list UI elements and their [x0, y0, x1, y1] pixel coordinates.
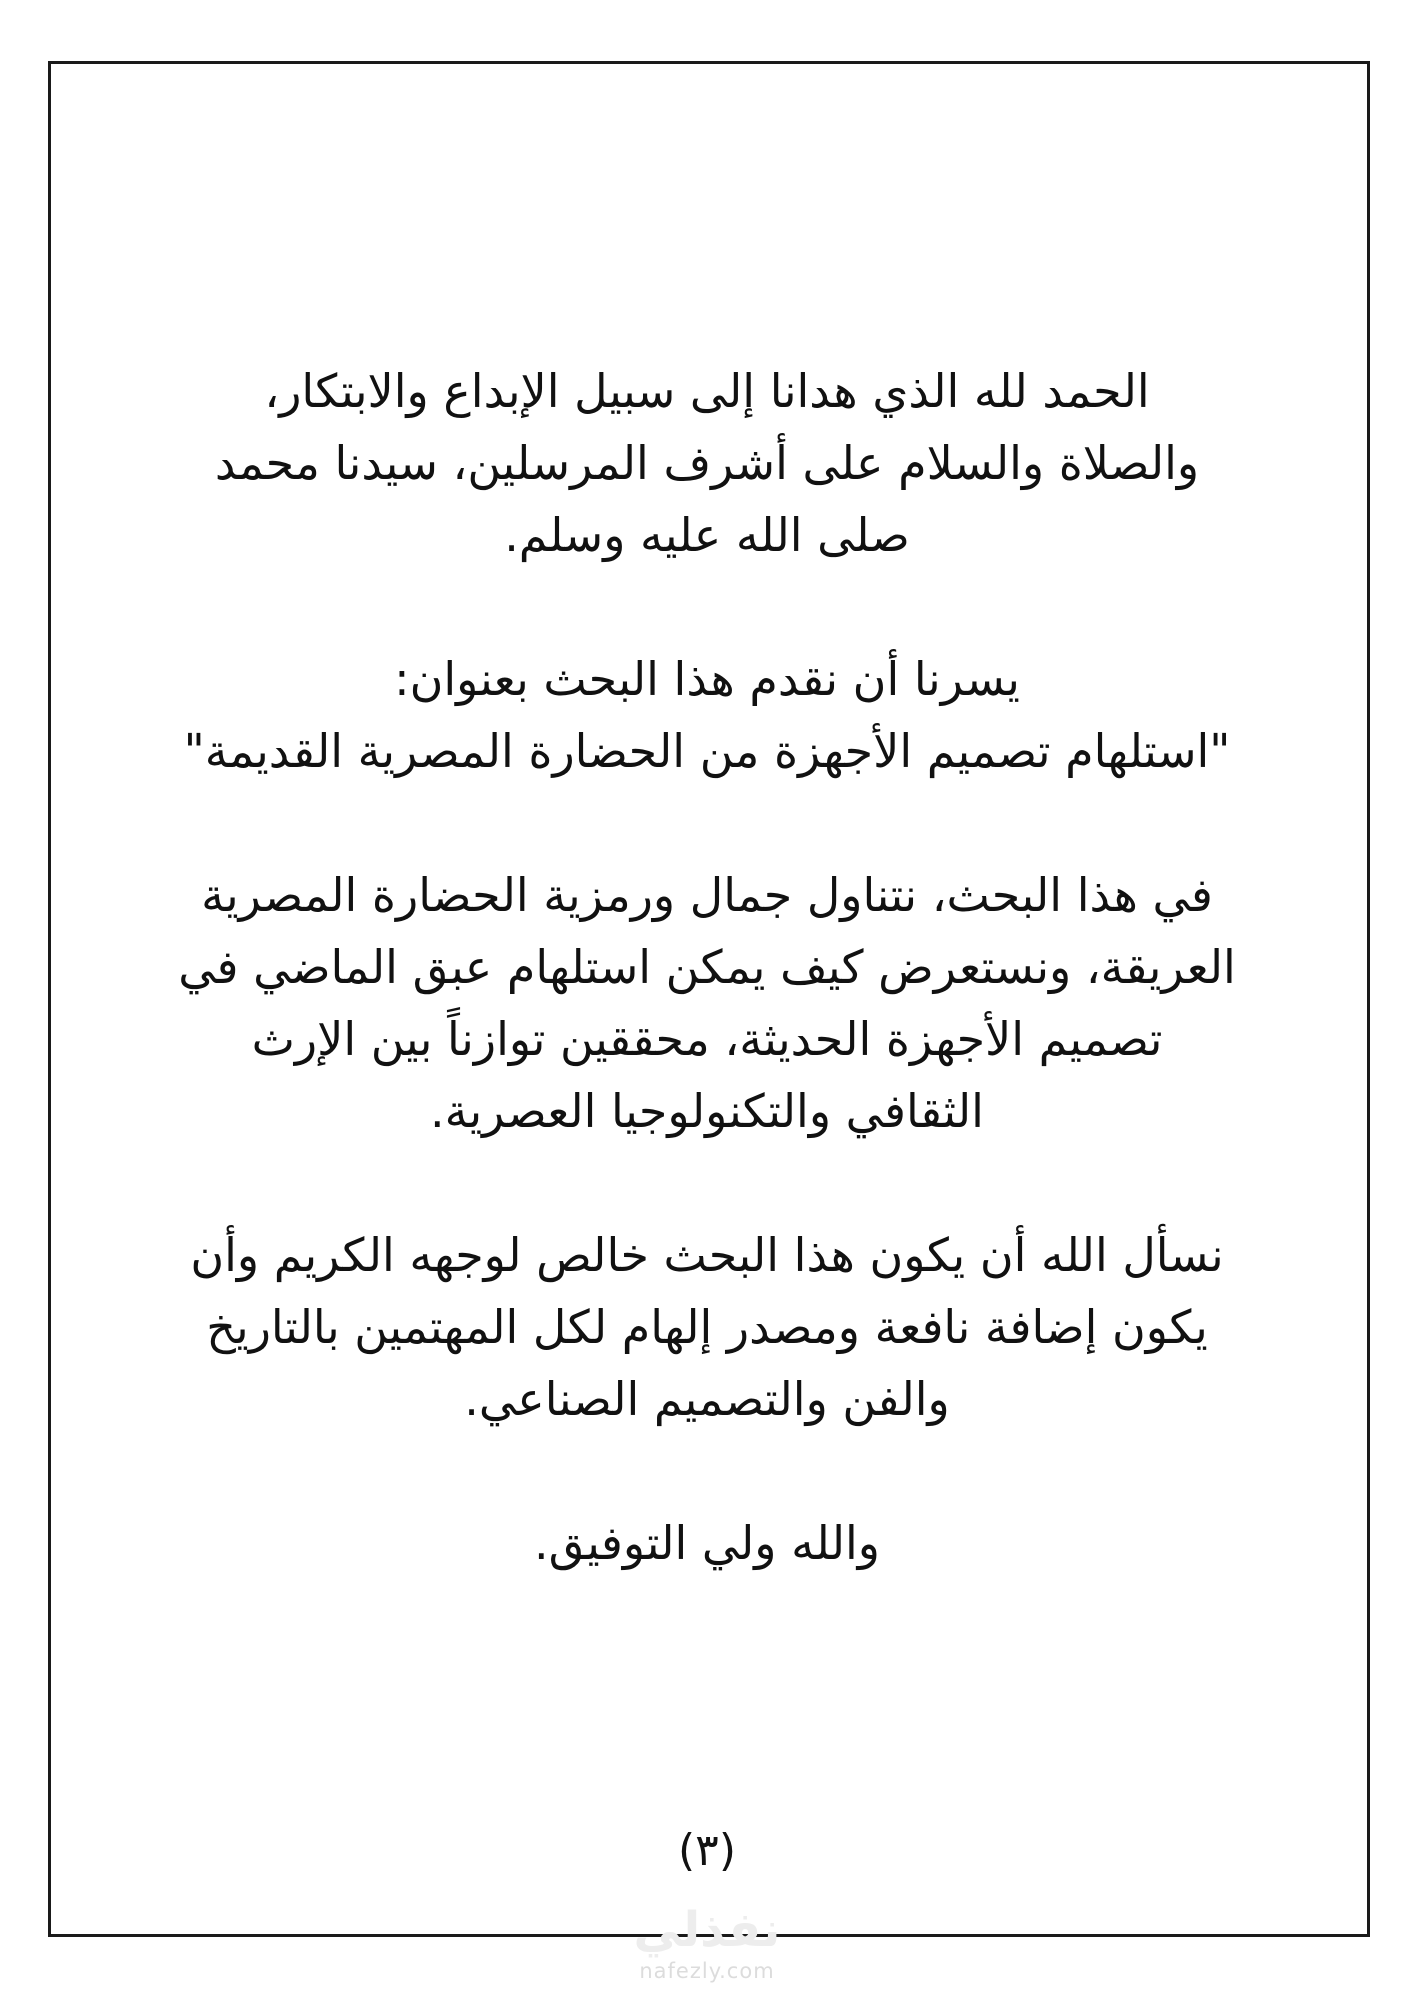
closing-paragraph [130, 1507, 1284, 1579]
prayer-paragraph [130, 1219, 1284, 1435]
research-title: "استلهام تصميم الأجهزة من الحضارة المصرية القديمة" [183, 724, 1231, 778]
text-line: الحمد لله الذي هدانا إلى سبيل الإبداع والابتكار، [264, 364, 1150, 418]
text-line: والصلاة والسلام على أشرف المرسلين، سيدنا محمد [214, 436, 1200, 490]
text-line: الثقافي والتكنولوجيا العصرية. [430, 1084, 984, 1138]
page-number: (٣) [678, 1825, 736, 1876]
paragraph-spacer [130, 787, 1284, 859]
text-line: العريقة، ونستعرض كيف يمكن استلهام عبق الماضي في [178, 940, 1236, 994]
text-line: والفن والتصميم الصناعي. [464, 1372, 950, 1426]
watermark-url: nafezly.com [639, 1959, 775, 1983]
text-line: تصميم الأجهزة الحديثة، محققين توازناً بين الإرث [251, 1012, 1163, 1066]
paragraph-spacer [130, 1147, 1284, 1219]
paragraph-spacer [130, 571, 1284, 643]
text-line: نسأل الله أن يكون هذا البحث خالص لوجهه الكريم وأن [190, 1228, 1224, 1282]
paragraph-spacer [130, 1435, 1284, 1507]
research-description-paragraph [130, 859, 1284, 1147]
text-line: في هذا البحث، نتناول جمال ورمزية الحضارة المصرية [201, 868, 1213, 922]
text-line: والله ولي التوفيق. [533, 1516, 880, 1570]
watermark-logo: نفذلي [633, 1902, 781, 1958]
document-body [130, 355, 1284, 1579]
text-line: يكون إضافة نافعة ومصدر إلهام لكل المهتمين بالتاريخ [206, 1300, 1208, 1354]
text-line: يسرنا أن نقدم هذا البحث بعنوان: [394, 652, 1020, 706]
opening-praise-paragraph [130, 355, 1284, 571]
text-line: صلى الله عليه وسلم. [504, 508, 910, 562]
research-title-paragraph [130, 643, 1284, 787]
